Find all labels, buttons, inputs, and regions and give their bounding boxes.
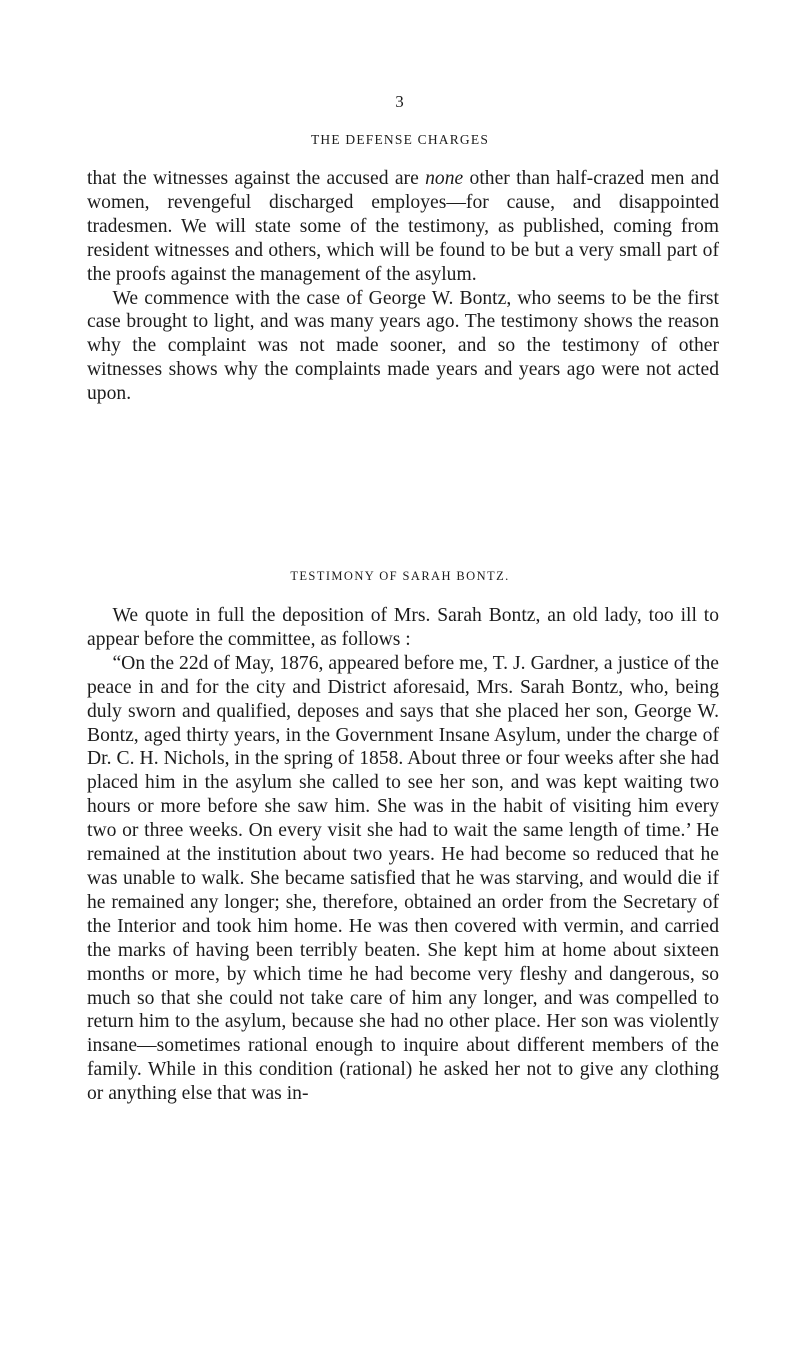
running-head: THE DEFENSE CHARGES [310,132,490,147]
paragraph-1-end: other than half-crazed men and women, revengeful discharged employes—for cause, and disappointed tradesmen. We will state some of the testimony, as published, coming from resident witnesses and others, which will be found to be but a very small part of the proofs against the management of the asylum. [87,168,719,285]
paragraph-3: We quote in full the deposition of Mrs. Sarah Bontz, an old lady, too ill to appear before the committee, as follows : [87,605,719,650]
paragraph-4-deposition: “On the 22d of May, 1876, appeared before me, T. J. Gardner, a justice of the peace in and for the city and District aforesaid, Mrs. Sarah Bontz, who, being duly sworn and qualified, deposes and says that she placed her son, George W. Bontz, aged thirty years, in the Government Insane Asylum, under the charge of Dr. C. H. Nichols, in the spring of 1858. About three or four weeks after she had placed him in the asylum she called to see her son, and was kept waiting two hours or more before she saw him. She was in the habit of visiting him every two or three weeks. On every visit she had to wait the same length of time.’ He remained at the institution about two years. He had become so reduced that he was unable to walk. She became satisfied that he was starving, and would die if he remained any longer; she, therefore, obtained an order from the Secretary of the Interior and took him home. He was then covered with vermin, and carried the marks of having been terribly beaten. She kept him at home about sixteen months or more, by which time he had become very fleshy and dangerous, so much so that she could not take care of him any longer, and was compelled to return him to the asylum, because she had no other place. Her son was violently insane—sometimes rational enough to inquire about different members of the family. While in this condition (rational) he asked her not to give any clothing or anything else that was in- [87,652,719,1105]
emphasis-none: none [425,168,464,189]
section-heading: TESTIMONY OF SARAH BONTZ. [290,569,510,583]
paragraph-2: We commence with the case of George W. Bontz, who seems to be the first case brought to light, and was many years ago. The testimony shows the reason why the complaint was not made sooner, and so the testimony of other witnesses shows why the complaints made years and years ago were not acted upon. [87,287,719,405]
body-text-top [87,167,719,406]
page-number: 3 [395,92,405,111]
body-text-bottom [87,604,719,1106]
paragraph-1-start: that the witnesses against the accused are [87,168,426,189]
paragraph-1 [87,167,719,287]
